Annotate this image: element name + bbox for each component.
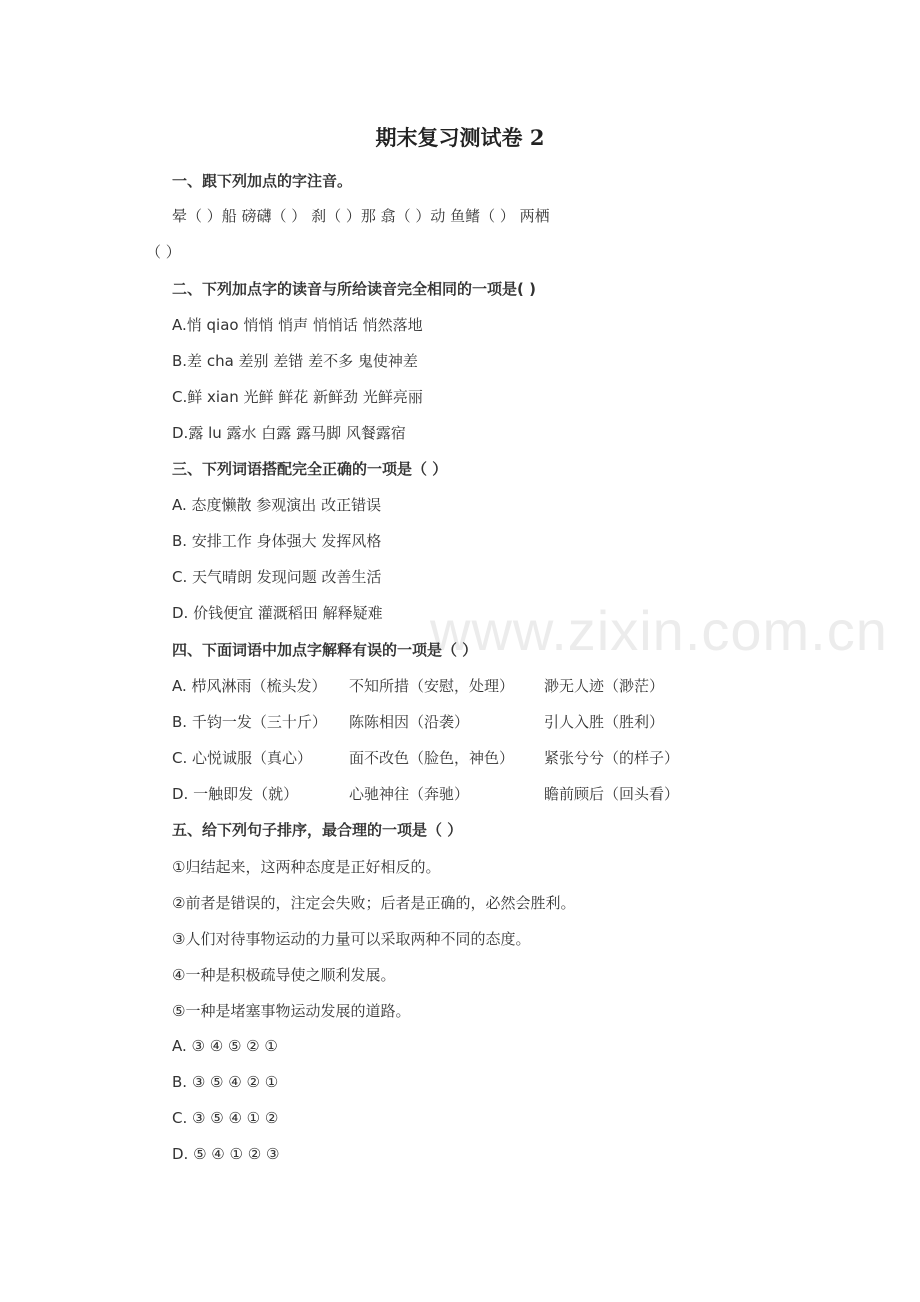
question-1-heading: 一、跟下列加点的字注音。 — [172, 172, 353, 190]
question-5-heading: 五、给下列句子排序，最合理的一项是（ ） — [172, 821, 463, 839]
question-3-heading: 三、下列词语搭配完全正确的一项是（ ） — [172, 460, 448, 478]
question-3-option-c: C. 天气晴朗 发现问题 改善生活 — [172, 568, 382, 586]
question-4-b-col-3: 引人入胜（胜利） — [544, 713, 665, 731]
question-5-sentence-2: ②前者是错误的，注定会失败；后者是正确的，必然会胜利。 — [172, 894, 576, 912]
question-4-b-col-2: 陈陈相因（沿袭） — [349, 713, 470, 731]
question-2-option-a: A.悄 qiao 悄悄 悄声 悄悄话 悄然落地 — [172, 316, 423, 334]
question-4-a-col-3: 渺无人迹（渺茫） — [544, 677, 665, 695]
question-4-a-col-2: 不知所措（安慰，处理） — [349, 677, 515, 695]
watermark: www.zixin.com.cn — [430, 599, 888, 662]
page-title: 期末复习测试卷 2 — [375, 125, 545, 150]
question-5-sentence-3: ③人们对待事物运动的力量可以采取两种不同的态度。 — [172, 930, 531, 948]
question-4-a-col-1: A. 栉风淋雨（梳头发） — [172, 677, 327, 695]
question-4-c-col-1: C. 心悦诚服（真心） — [172, 749, 313, 767]
question-2-heading: 二、下列加点字的读音与所给读音完全相同的一项是( ) — [172, 280, 536, 298]
question-5-sentence-5: ⑤一种是堵塞事物运动发展的道路。 — [172, 1002, 411, 1020]
question-2-option-b: B.差 cha 差别 差错 差不多 鬼使神差 — [172, 352, 418, 370]
question-4-b-col-1: B. 千钧一发（三十斤） — [172, 713, 327, 731]
question-5-sentence-4: ④一种是积极疏导使之顺利发展。 — [172, 966, 396, 984]
question-2-option-d: D.露 lu 露水 白露 露马脚 风餐露宿 — [172, 424, 406, 442]
question-5-option-d: D. ⑤ ④ ① ② ③ — [172, 1145, 280, 1163]
question-5-option-c: C. ③ ⑤ ④ ① ② — [172, 1109, 279, 1127]
question-4-d-col-1: D. 一触即发（就） — [172, 785, 299, 803]
question-2-option-c: C.鲜 xian 光鲜 鲜花 新鲜劲 光鲜亮丽 — [172, 388, 423, 406]
question-3-option-b: B. 安排工作 身体强大 发挥风格 — [172, 532, 382, 550]
question-1-line-2: （ ） — [146, 243, 181, 261]
question-4-d-col-2: 心驰神往（奔驰） — [349, 785, 470, 803]
question-4-c-col-2: 面不改色（脸色，神色） — [349, 749, 515, 767]
question-5-option-a: A. ③ ④ ⑤ ② ① — [172, 1037, 278, 1055]
question-4-d-col-3: 瞻前顾后（回头看） — [544, 785, 680, 803]
question-3-option-a: A. 态度懒散 参观演出 改正错误 — [172, 496, 382, 514]
question-3-option-d: D. 价钱便宜 灌溉稻田 解释疑难 — [172, 604, 383, 622]
question-4-c-col-3: 紧张兮兮（的样子） — [544, 749, 680, 767]
question-1-line-1: 晕（ ）船 磅礴（ ） 刹（ ）那 翕（ ）动 鱼鳍（ ） 两栖 — [172, 207, 550, 225]
question-5-sentence-1: ①归结起来，这两种态度是正好相反的。 — [172, 858, 441, 876]
question-4-heading: 四、下面词语中加点字解释有误的一项是（ ） — [172, 641, 478, 659]
question-5-option-b: B. ③ ⑤ ④ ② ① — [172, 1073, 279, 1091]
